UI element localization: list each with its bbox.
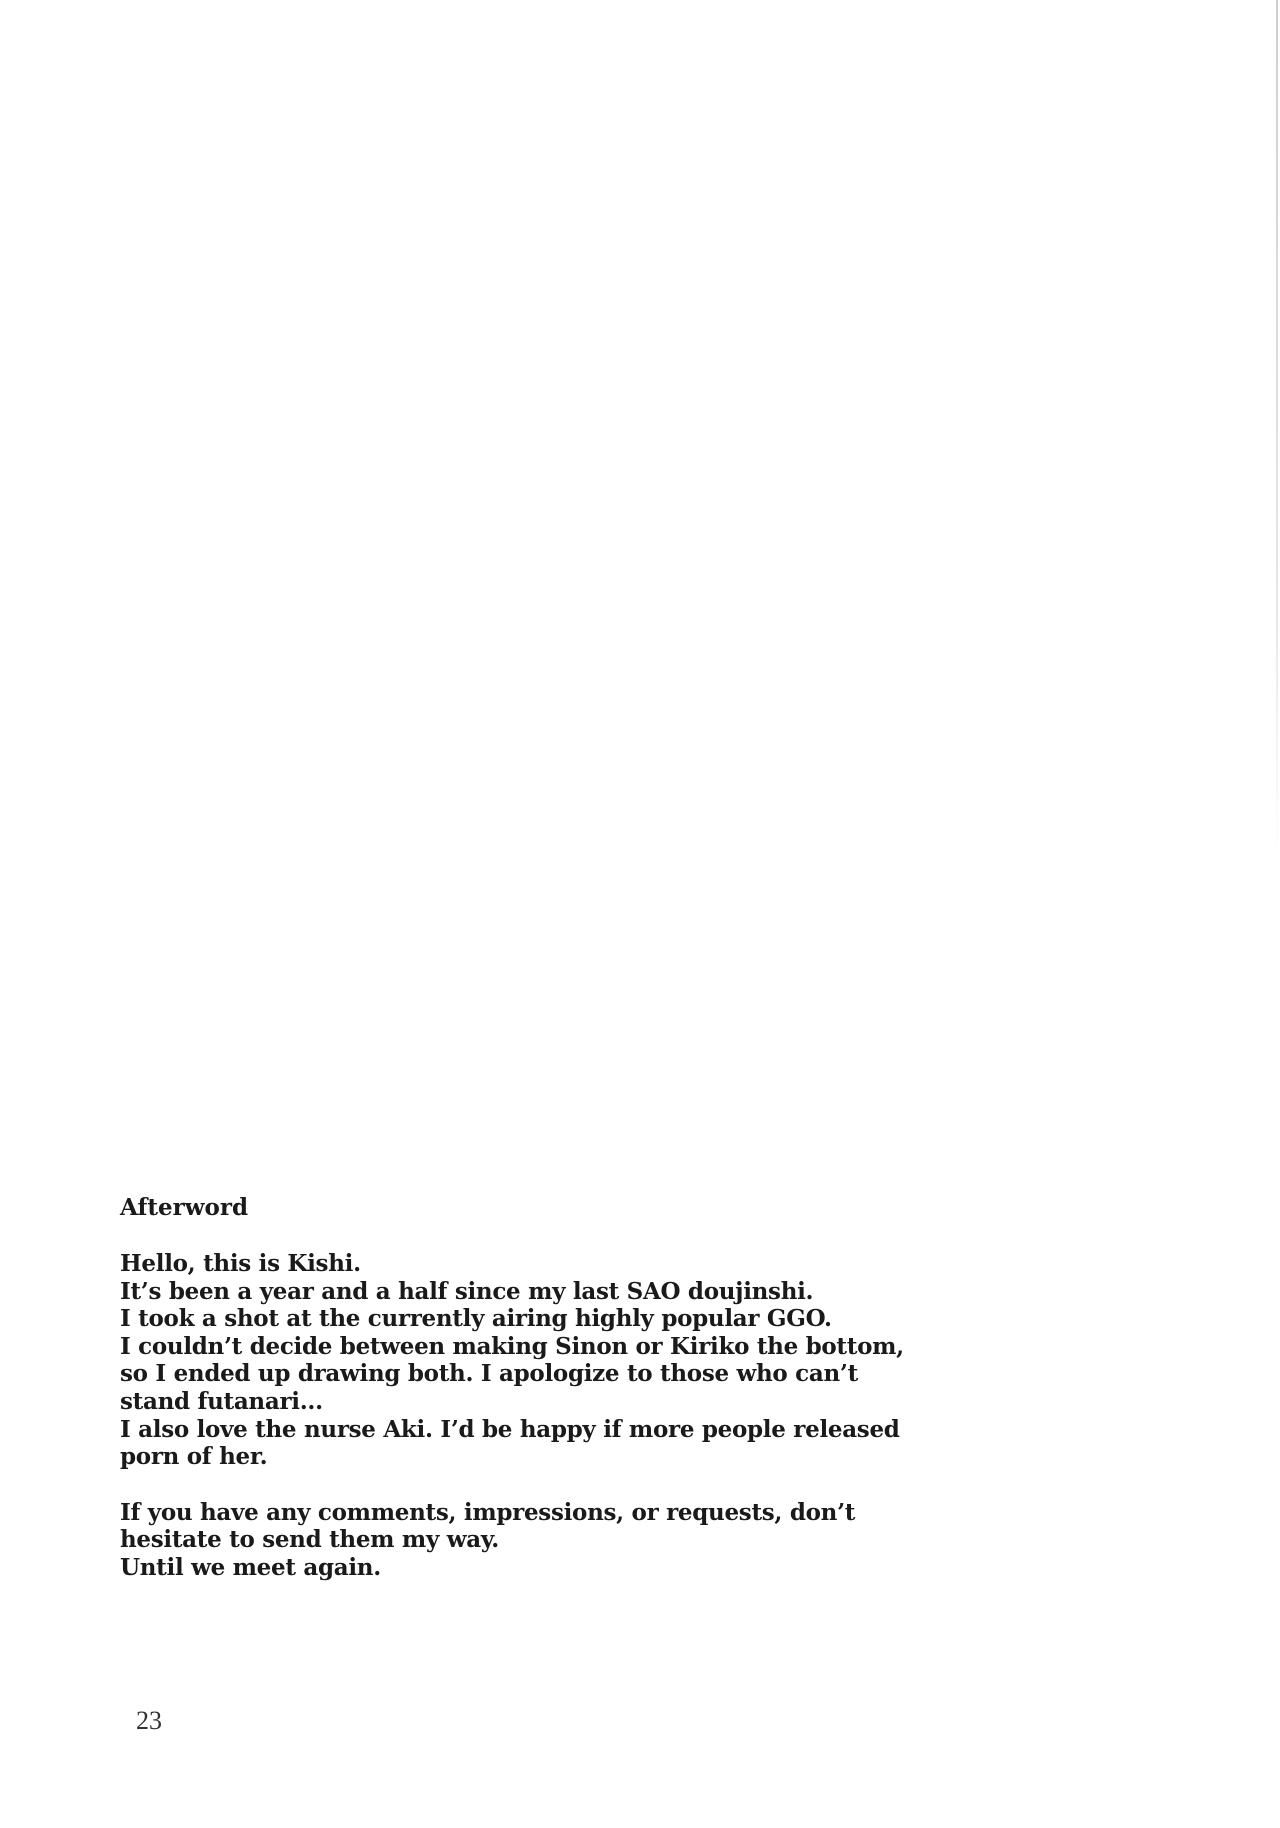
afterword-section bbox=[120, 1194, 904, 1610]
text-line: porn of her. bbox=[120, 1443, 268, 1471]
page-edge-shadow bbox=[1276, 0, 1278, 860]
page-number: 23 bbox=[136, 1706, 162, 1735]
afterword-paragraph-1 bbox=[120, 1250, 904, 1471]
text-line: Until we meet again. bbox=[120, 1553, 381, 1581]
afterword-title: Afterword bbox=[120, 1194, 249, 1221]
text-line: hesitate to send them my way. bbox=[120, 1526, 499, 1554]
text-line: I also love the nurse Aki. I’d be happy if more people released bbox=[120, 1415, 900, 1443]
text-line: I took a shot at the currently airing highly popular GGO. bbox=[120, 1305, 832, 1333]
afterword-paragraph-2 bbox=[120, 1499, 880, 1582]
text-line: so I ended up drawing both. I apologize to those who can’t bbox=[120, 1360, 858, 1388]
text-line: I couldn’t decide between making Sinon or Kiriko the bottom, bbox=[120, 1332, 904, 1360]
text-line: Hello, this is Kishi. bbox=[120, 1250, 361, 1277]
text-line: It’s been a year and a half since my last SAO doujinshi. bbox=[120, 1277, 814, 1305]
text-line: stand futanari... bbox=[120, 1387, 323, 1415]
text-line: If you have any comments, impressions, or requests, don’t bbox=[120, 1498, 856, 1526]
